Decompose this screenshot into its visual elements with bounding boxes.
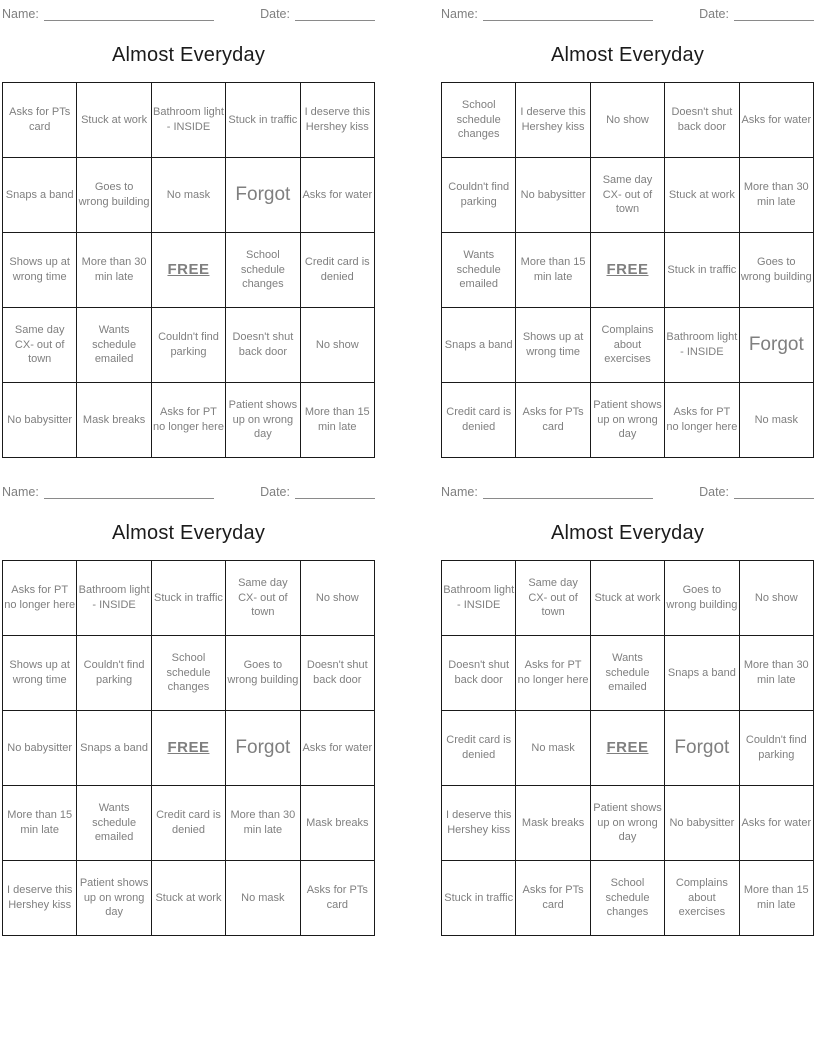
name-blank-line — [44, 7, 214, 21]
bingo-cell: School schedule changes — [226, 233, 300, 308]
date-label: Date: — [260, 7, 290, 21]
bingo-row — [3, 308, 375, 383]
bingo-cell: Asks for PTs card — [3, 83, 77, 158]
bingo-cell: Credit card is denied — [151, 786, 225, 861]
card-title: Almost Everyday — [550, 522, 705, 544]
bingo-cell: School schedule changes — [590, 861, 664, 936]
bingo-cell: Stuck in traffic — [665, 233, 739, 308]
name-label: Name: — [441, 7, 478, 21]
bingo-cell: Asks for PT no longer here — [665, 383, 739, 458]
bingo-row — [442, 786, 814, 861]
bingo-cell: Shows up at wrong time — [3, 233, 77, 308]
bingo-card-2 — [441, 5, 814, 458]
bingo-cell: Snaps a band — [3, 158, 77, 233]
name-label: Name: — [2, 7, 39, 21]
bingo-row — [3, 636, 375, 711]
bingo-row — [442, 383, 814, 458]
bingo-cell: More than 30 min late — [739, 158, 813, 233]
card-header — [2, 5, 375, 21]
bingo-cell: Shows up at wrong time — [516, 308, 590, 383]
bingo-row — [442, 158, 814, 233]
name-field — [2, 485, 214, 499]
free-space-cell: FREE — [151, 233, 225, 308]
bingo-row — [442, 861, 814, 936]
bingo-cell: No babysitter — [665, 786, 739, 861]
card-header — [2, 483, 375, 499]
bingo-cell: Stuck in traffic — [226, 83, 300, 158]
bingo-cell: Patient shows up on wrong day — [226, 383, 300, 458]
bingo-row — [3, 383, 375, 458]
bingo-cell: Doesn't shut back door — [665, 83, 739, 158]
bingo-row — [442, 711, 814, 786]
bingo-cell: Doesn't shut back door — [226, 308, 300, 383]
name-label: Name: — [441, 485, 478, 499]
bingo-cell: I deserve this Hershey kiss — [300, 83, 374, 158]
bingo-cell: Same day CX- out of town — [516, 561, 590, 636]
bingo-cell: Patient shows up on wrong day — [590, 786, 664, 861]
bingo-cell: Couldn't find parking — [442, 158, 516, 233]
bingo-row — [442, 561, 814, 636]
bingo-cell: Wants schedule emailed — [77, 786, 151, 861]
bingo-cell: Mask breaks — [300, 786, 374, 861]
bingo-cell: Shows up at wrong time — [3, 636, 77, 711]
bingo-cell: Bathroom light - INSIDE — [151, 83, 225, 158]
bingo-row — [3, 561, 375, 636]
bingo-cell: Asks for PTs card — [516, 383, 590, 458]
bingo-cell: Same day CX- out of town — [3, 308, 77, 383]
bingo-cell: No show — [300, 308, 374, 383]
bingo-cell: No show — [300, 561, 374, 636]
bingo-cell: Mask breaks — [77, 383, 151, 458]
bingo-cell: Asks for PTs card — [300, 861, 374, 936]
bingo-cell: Bathroom light - INSIDE — [77, 561, 151, 636]
free-space-cell: FREE — [590, 233, 664, 308]
date-field — [699, 485, 814, 499]
bingo-card-4 — [441, 483, 814, 936]
date-label: Date: — [699, 485, 729, 499]
bingo-cell: I deserve this Hershey kiss — [516, 83, 590, 158]
bingo-row — [3, 786, 375, 861]
bingo-cell: Doesn't shut back door — [300, 636, 374, 711]
bingo-cell: Asks for PT no longer here — [151, 383, 225, 458]
bingo-row — [3, 233, 375, 308]
bingo-cell: More than 15 min late — [3, 786, 77, 861]
bingo-cell: Patient shows up on wrong day — [77, 861, 151, 936]
bingo-cell: School schedule changes — [151, 636, 225, 711]
bingo-grid — [441, 560, 814, 936]
card-title: Almost Everyday — [550, 44, 705, 66]
name-blank-line — [483, 485, 653, 499]
bingo-cell: Couldn't find parking — [739, 711, 813, 786]
bingo-cell: Asks for PTs card — [516, 861, 590, 936]
bingo-cell: Couldn't find parking — [77, 636, 151, 711]
bingo-cell: No mask — [739, 383, 813, 458]
bingo-card-3 — [2, 483, 375, 936]
name-field — [441, 485, 653, 499]
bingo-cell: Goes to wrong building — [665, 561, 739, 636]
name-field — [441, 7, 653, 21]
bingo-cell: Asks for water — [739, 83, 813, 158]
bingo-grid — [2, 560, 375, 936]
bingo-cell: Forgot — [739, 308, 813, 383]
bingo-row — [442, 636, 814, 711]
date-field — [260, 7, 375, 21]
date-label: Date: — [260, 485, 290, 499]
bingo-row — [442, 308, 814, 383]
bingo-cell: Snaps a band — [665, 636, 739, 711]
bingo-cell: Wants schedule emailed — [442, 233, 516, 308]
bingo-cell: More than 15 min late — [516, 233, 590, 308]
bingo-cell: Stuck at work — [590, 561, 664, 636]
bingo-cell: Mask breaks — [516, 786, 590, 861]
date-field — [699, 7, 814, 21]
bingo-cell: Doesn't shut back door — [442, 636, 516, 711]
name-blank-line — [44, 485, 214, 499]
bingo-cell: Asks for PT no longer here — [3, 561, 77, 636]
bingo-cell: No mask — [226, 861, 300, 936]
bingo-cell: No mask — [516, 711, 590, 786]
bingo-cell: Stuck at work — [665, 158, 739, 233]
bingo-cell: Goes to wrong building — [77, 158, 151, 233]
bingo-cell: Forgot — [665, 711, 739, 786]
bingo-cell: No babysitter — [3, 711, 77, 786]
name-blank-line — [483, 7, 653, 21]
bingo-cell: Asks for PT no longer here — [516, 636, 590, 711]
bingo-cell: Snaps a band — [442, 308, 516, 383]
bingo-row — [3, 158, 375, 233]
bingo-cell: More than 30 min late — [226, 786, 300, 861]
name-label: Name: — [2, 485, 39, 499]
bingo-cell: I deserve this Hershey kiss — [442, 786, 516, 861]
date-blank-line — [734, 7, 814, 21]
bingo-cell: Asks for water — [300, 158, 374, 233]
name-field — [2, 7, 214, 21]
bingo-cell: More than 30 min late — [77, 233, 151, 308]
bingo-grid — [441, 82, 814, 458]
bingo-cell: Asks for water — [739, 786, 813, 861]
card-header — [441, 5, 814, 21]
bingo-cell: No show — [739, 561, 813, 636]
date-blank-line — [295, 7, 375, 21]
bingo-cell: Asks for water — [300, 711, 374, 786]
bingo-cell: Forgot — [226, 158, 300, 233]
card-title: Almost Everyday — [111, 44, 266, 66]
bingo-cell: Bathroom light - INSIDE — [442, 561, 516, 636]
bingo-cell: Stuck at work — [151, 861, 225, 936]
bingo-cell: Stuck in traffic — [442, 861, 516, 936]
free-space-cell: FREE — [590, 711, 664, 786]
free-space-cell: FREE — [151, 711, 225, 786]
bingo-cell: No mask — [151, 158, 225, 233]
bingo-cell: Credit card is denied — [442, 383, 516, 458]
bingo-cell: Stuck at work — [77, 83, 151, 158]
bingo-cell: Snaps a band — [77, 711, 151, 786]
bingo-cell: Wants schedule emailed — [77, 308, 151, 383]
date-field — [260, 485, 375, 499]
card-header — [441, 483, 814, 499]
bingo-row — [3, 83, 375, 158]
bingo-cell: Forgot — [226, 711, 300, 786]
bingo-cell: Complains about exercises — [665, 861, 739, 936]
bingo-cell: Goes to wrong building — [739, 233, 813, 308]
bingo-cell: Goes to wrong building — [226, 636, 300, 711]
bingo-cell: Stuck in traffic — [151, 561, 225, 636]
bingo-cell: No show — [590, 83, 664, 158]
date-blank-line — [295, 485, 375, 499]
bingo-cell: Wants schedule emailed — [590, 636, 664, 711]
bingo-cell: Credit card is denied — [442, 711, 516, 786]
bingo-cell: Same day CX- out of town — [590, 158, 664, 233]
bingo-card-1 — [2, 5, 375, 458]
bingo-row — [3, 711, 375, 786]
bingo-cell: School schedule changes — [442, 83, 516, 158]
bingo-row — [442, 83, 814, 158]
bingo-cell: No babysitter — [516, 158, 590, 233]
bingo-cell: More than 30 min late — [739, 636, 813, 711]
date-label: Date: — [699, 7, 729, 21]
bingo-cell: More than 15 min late — [739, 861, 813, 936]
bingo-cell: I deserve this Hershey kiss — [3, 861, 77, 936]
bingo-cell: More than 15 min late — [300, 383, 374, 458]
bingo-cell: Couldn't find parking — [151, 308, 225, 383]
bingo-grid — [2, 82, 375, 458]
bingo-cell: Credit card is denied — [300, 233, 374, 308]
date-blank-line — [734, 485, 814, 499]
bingo-cell: Same day CX- out of town — [226, 561, 300, 636]
bingo-row — [442, 233, 814, 308]
card-title: Almost Everyday — [111, 522, 266, 544]
bingo-cell: Complains about exercises — [590, 308, 664, 383]
bingo-cell: Patient shows up on wrong day — [590, 383, 664, 458]
bingo-cell: Bathroom light - INSIDE — [665, 308, 739, 383]
bingo-row — [3, 861, 375, 936]
bingo-cell: No babysitter — [3, 383, 77, 458]
